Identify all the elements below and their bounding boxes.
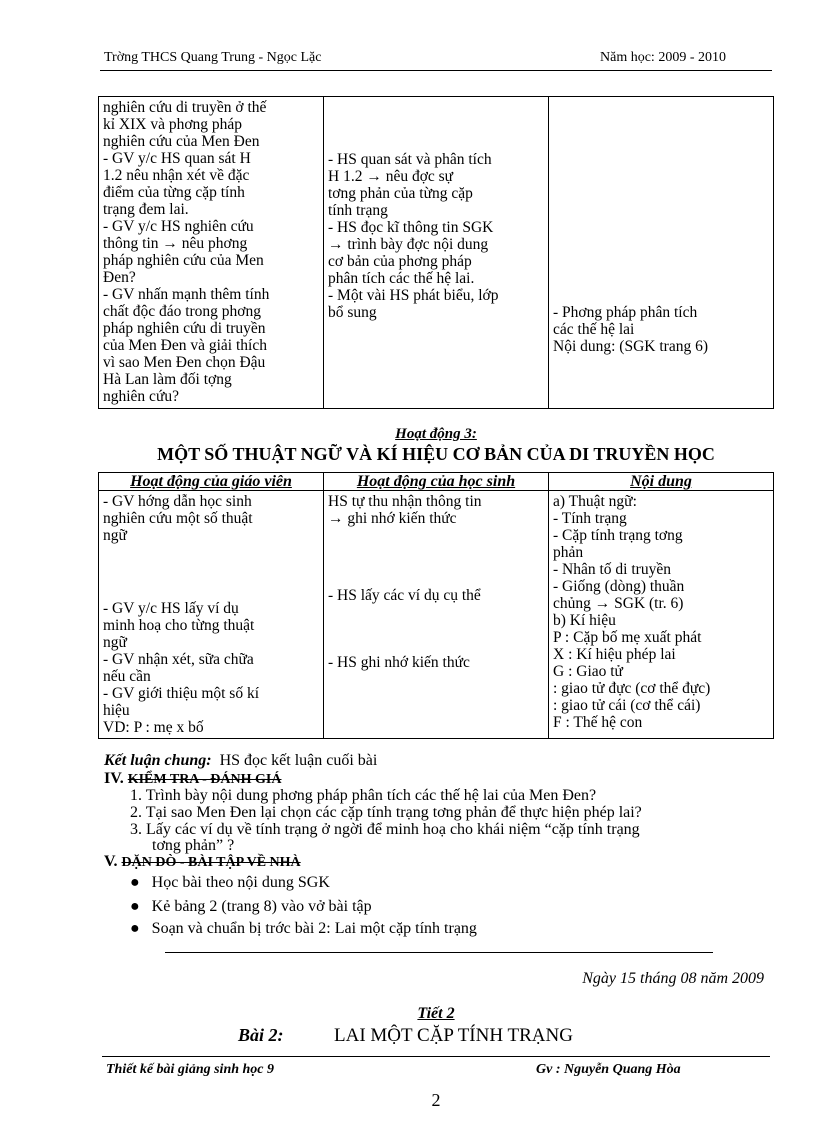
homework-1: ● Học bài theo nội dung SGK — [130, 874, 330, 891]
lesson-number: Tiết 2 — [417, 1005, 455, 1022]
header-student: Hoạt động của học sinh — [324, 473, 549, 491]
divider — [165, 952, 713, 953]
text-line: - Tính trạng — [553, 510, 627, 527]
text-line: - GV y/c HS quan sát H — [103, 150, 251, 167]
footer-right: Gv : Nguyễn Quang Hòa — [536, 1062, 681, 1077]
teacher-column-2 — [99, 491, 324, 739]
bullet-icon: ● — [130, 898, 140, 915]
text-line: Nội dung: (SGK trang 6) — [553, 338, 708, 355]
activity-table-1 — [98, 96, 774, 409]
student-column — [324, 97, 549, 409]
text-line: vì sao Men Đen chọn Đậu — [103, 354, 266, 371]
header-teacher: Hoạt động của giáo viên — [99, 473, 324, 491]
conclusion — [104, 752, 377, 770]
student-column-2 — [324, 491, 549, 739]
text-line: H 1.2 → nêu đợc sự — [328, 168, 454, 185]
activity-label: Hoạt động 3: — [395, 426, 477, 442]
conclusion-label: Kết luận chung: — [104, 752, 212, 769]
text-line: - Phơng pháp phân tích — [553, 304, 698, 321]
question-3: 3. Lấy các ví dụ về tính trạng ở ngời để minh hoạ cho khái niệm “cặp tính trạng — [130, 821, 640, 838]
text-line: - GV hớng dẫn học sinh — [103, 493, 252, 510]
text-line: phân tích các thế hệ lai. — [328, 270, 475, 287]
text-line: nghiên cứu của Men Đen — [103, 133, 260, 150]
section-4-heading — [104, 770, 281, 788]
text-line: G : Giao tử — [553, 663, 623, 680]
text-line: - GV giới thiệu một số kí — [103, 685, 260, 702]
section-5-heading — [104, 853, 301, 871]
section-4-title: KIỂM TRA - ĐÁNH GIÁ — [127, 772, 282, 787]
text-line: thông tin → nêu phơng — [103, 235, 248, 252]
page-number: 2 — [431, 1090, 441, 1110]
text-line: : giao tử cái (cơ thể cái) — [553, 697, 701, 714]
bullet-icon: ● — [130, 874, 140, 891]
text-line: HS tự thu nhận thông tin — [328, 493, 482, 510]
text-line: Hà Lan làm đối tợng — [103, 371, 232, 388]
teacher-column — [99, 97, 324, 409]
question-2: 2. Tại sao Men Đen lại chọn các cặp tính trạng tơng phản để thực hiện phép lai? — [130, 804, 642, 821]
text-line: - HS đọc kĩ thông tin SGK — [328, 219, 494, 236]
text-line: Đen? — [103, 269, 136, 286]
bullet-icon: ● — [130, 920, 140, 937]
text-line: kỉ XIX và phơng pháp — [103, 116, 243, 133]
text-line: nghiên cứu một số thuật — [103, 510, 253, 527]
text-line: - Một vài HS phát biểu, lớp — [328, 287, 499, 304]
text-line: chủng → SGK (tr. 6) — [553, 595, 684, 612]
text-line: - Giống (dòng) thuần — [553, 578, 685, 595]
text-line: trạng đem lai. — [103, 201, 189, 218]
text-line: F : Thế hệ con — [553, 714, 643, 731]
text-line: phản — [553, 544, 584, 561]
text-line: - Cặp tính trạng tơng — [553, 527, 683, 544]
text-line: ngữ — [103, 634, 127, 651]
student-example: - HS lấy các ví dụ cụ thể — [328, 587, 481, 604]
text-line: minh hoạ cho từng thuật — [103, 617, 255, 634]
text-line: P : Cặp bố mẹ xuất phát — [553, 629, 702, 646]
text-line: pháp nghiên cứu di truyền — [103, 320, 266, 337]
text-line: VD: P : mẹ x bố — [103, 719, 204, 736]
text-line: - GV nhấn mạnh thêm tính — [103, 286, 270, 303]
text-line: b) Kí hiệu — [553, 612, 616, 629]
text-line: cơ bản của phơng pháp — [328, 253, 472, 270]
text-line: - GV y/c HS lấy ví dụ — [103, 600, 239, 617]
text-line: a) Thuật ngữ: — [553, 493, 637, 510]
section-4-num: IV. — [104, 770, 124, 787]
text-line: - GV y/c HS nghiên cứu — [103, 218, 254, 235]
text-line: pháp nghiên cứu của Men — [103, 252, 264, 269]
text-line: - GV nhận xét, sữa chữa — [103, 651, 254, 668]
section-5-num: V. — [104, 853, 118, 870]
text-line: các thế hệ lai — [553, 321, 635, 338]
lesson-title: LAI MỘT CẶP TÍNH TRẠNG — [334, 1025, 573, 1046]
text-line: tơng phản của từng cặp — [328, 185, 473, 202]
lesson-date: Ngày 15 tháng 08 năm 2009 — [582, 970, 764, 987]
text-line: nghiên cứu? — [103, 388, 179, 405]
text-line: nghiên cứu di truyền ở thế — [103, 99, 267, 116]
text-line: - HS quan sát và phân tích — [328, 151, 492, 168]
text-line: X : Kí hiệu phép lai — [553, 646, 676, 663]
text-line: → trình bày đợc nội dung — [328, 236, 489, 253]
text-line: của Men Đen và giải thích — [103, 337, 267, 354]
lesson-bai: Bài 2: — [238, 1025, 284, 1045]
header-content: Nội dung — [549, 473, 774, 491]
content-column — [549, 97, 774, 409]
text-line: nếu cần — [103, 668, 151, 685]
homework-3: ● Soạn và chuẩn bị trớc bài 2: Lai một cặp tính trạng — [130, 920, 477, 937]
activity-table-2 — [98, 472, 774, 739]
question-3-cont: tơng phản” ? — [152, 837, 235, 854]
text-line: hiệu — [103, 702, 130, 719]
section-5-title: DẶN DÒ - BÀI TẬP VỀ NHÀ — [121, 855, 301, 870]
text-line: - Nhân tố di truyền — [553, 561, 671, 578]
school-name: Trờng THCS Quang Trung - Ngọc Lặc — [104, 50, 322, 65]
text-line: 1.2 nêu nhận xét về đặc — [103, 167, 250, 184]
conclusion-text: HS đọc kết luận cuối bài — [219, 752, 378, 769]
student-remember: - HS ghi nhớ kiến thức — [328, 654, 470, 671]
footer-left: Thiết kế bài giảng sinh học 9 — [106, 1062, 275, 1077]
activity-title: MỘT SỐ THUẬT NGỮ VÀ KÍ HIỆU CƠ BẢN CỦA DI TRUYỀN HỌC — [157, 444, 715, 464]
text-line: ngữ — [103, 527, 127, 544]
content-column-2 — [549, 491, 774, 739]
text-line: điểm của từng cặp tính — [103, 184, 245, 201]
text-line: bổ sung — [328, 304, 377, 321]
footer-rule — [102, 1056, 770, 1057]
text-line: → ghi nhớ kiến thức — [328, 510, 457, 527]
school-year: Năm học: 2009 - 2010 — [600, 50, 726, 65]
header-rule — [100, 70, 772, 71]
text-line: chất độc đáo trong phơng — [103, 303, 261, 320]
text-line: : giao tử đực (cơ thể đực) — [553, 680, 711, 697]
text-line: tính trạng — [328, 202, 388, 219]
homework-2: ● Kẻ bảng 2 (trang 8) vào vở bài tập — [130, 898, 372, 915]
question-1: 1. Trình bày nội dung phơng pháp phân tích các thế hệ lai của Men Đen? — [130, 787, 597, 804]
